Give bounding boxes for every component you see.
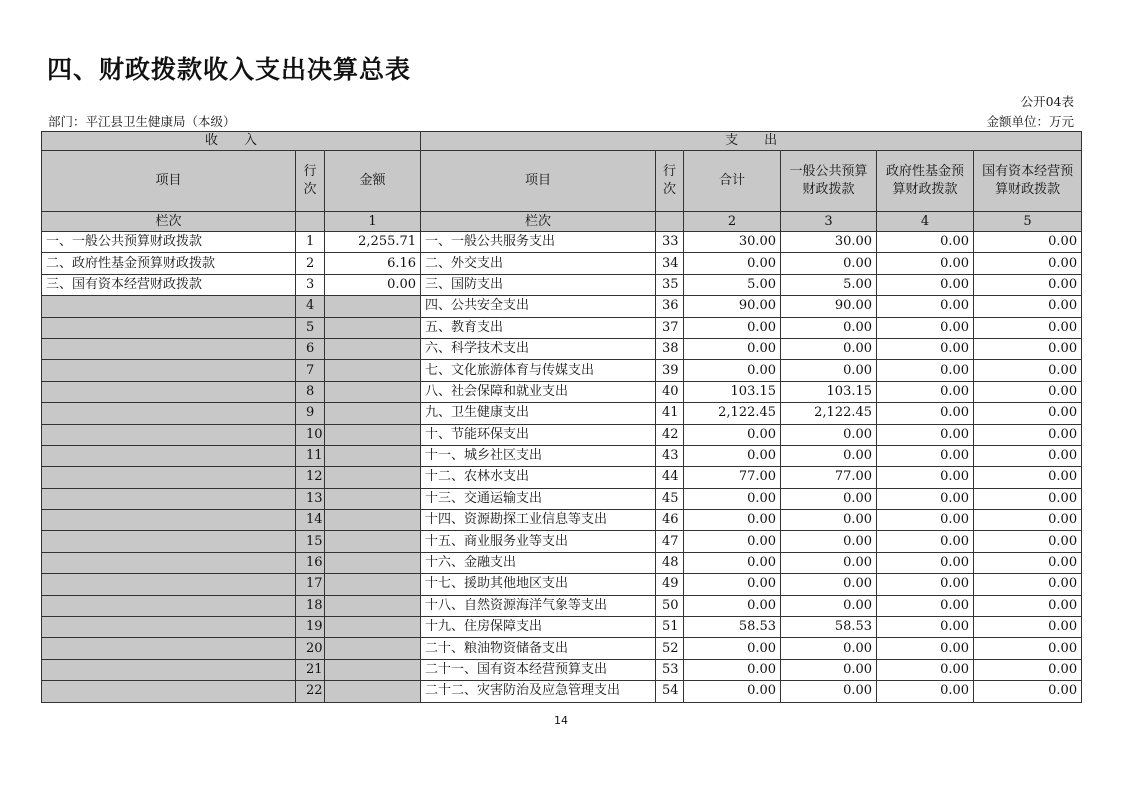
income-amount-cell: [325, 488, 421, 509]
income-amount-cell: [325, 510, 421, 531]
income-row-no-cell: 10: [296, 424, 325, 445]
table-row: [42, 232, 1082, 253]
expense-col-5: 5: [974, 212, 1082, 232]
income-row-no-cell: 5: [296, 317, 325, 338]
income-item-cell: [42, 681, 296, 702]
total-cell: 0.00: [684, 681, 781, 702]
expense-row-no-cell: 39: [656, 360, 684, 381]
fund-budget-cell: 0.00: [877, 510, 974, 531]
expense-col-blank: [656, 212, 684, 232]
state-capital-cell: 0.00: [974, 617, 1082, 638]
expense-item-cell: 七、文化旅游体育与传媒支出: [421, 360, 656, 381]
fund-budget-cell: 0.00: [877, 360, 974, 381]
header-row-column-numbers: [42, 212, 1082, 232]
fund-budget-header: 政府性基金预算财政拨款: [877, 151, 974, 212]
income-amount-cell: [325, 381, 421, 402]
general-budget-cell: 58.53: [781, 617, 877, 638]
header-row-columns: [42, 151, 1082, 212]
expense-row-no-cell: 35: [656, 274, 684, 295]
expense-row-no-cell: 36: [656, 296, 684, 317]
general-budget-cell: 0.00: [781, 488, 877, 509]
fund-budget-cell: 0.00: [877, 296, 974, 317]
table-row: [42, 617, 1082, 638]
expense-col-label: 栏次: [421, 212, 656, 232]
income-item-header: 项目: [42, 151, 296, 212]
total-cell: 0.00: [684, 552, 781, 573]
total-cell: 103.15: [684, 381, 781, 402]
fund-budget-cell: 0.00: [877, 681, 974, 702]
expense-item-cell: 十、节能环保支出: [421, 424, 656, 445]
fund-budget-cell: 0.00: [877, 317, 974, 338]
final-accounts-table: [41, 131, 1082, 703]
total-cell: 0.00: [684, 574, 781, 595]
general-budget-cell: 0.00: [781, 531, 877, 552]
income-item-cell: [42, 381, 296, 402]
table-row: [42, 681, 1082, 702]
general-budget-cell: 0.00: [781, 338, 877, 359]
expense-row-no-cell: 33: [656, 232, 684, 253]
income-row-no-cell: 20: [296, 638, 325, 659]
total-cell: 0.00: [684, 531, 781, 552]
state-capital-cell: 0.00: [974, 445, 1082, 466]
total-header: 合计: [684, 151, 781, 212]
fund-budget-cell: 0.00: [877, 638, 974, 659]
state-capital-cell: 0.00: [974, 338, 1082, 359]
state-capital-header: 国有资本经营预算财政拨款: [974, 151, 1082, 212]
total-cell: 0.00: [684, 659, 781, 680]
expense-item-cell: 十一、城乡社区支出: [421, 445, 656, 466]
income-amount-cell: [325, 317, 421, 338]
income-amount-cell: [325, 296, 421, 317]
general-budget-cell: 90.00: [781, 296, 877, 317]
total-cell: 0.00: [684, 317, 781, 338]
income-item-cell: [42, 638, 296, 659]
income-row-no-cell: 21: [296, 659, 325, 680]
expense-row-no-cell: 41: [656, 403, 684, 424]
income-row-no-cell: 14: [296, 510, 325, 531]
expense-row-no-cell: 45: [656, 488, 684, 509]
total-cell: 2,122.45: [684, 403, 781, 424]
general-budget-cell: 0.00: [781, 317, 877, 338]
income-row-no-cell: 11: [296, 445, 325, 466]
unit-label: 金额单位：万元: [986, 114, 1074, 129]
state-capital-cell: 0.00: [974, 381, 1082, 402]
page-title: 四、财政拨款收入支出决算总表: [47, 55, 412, 84]
income-row-no-header: 行次: [296, 151, 325, 212]
income-amount-cell: [325, 659, 421, 680]
general-budget-cell: 0.00: [781, 253, 877, 274]
expense-row-no-cell: 42: [656, 424, 684, 445]
state-capital-cell: 0.00: [974, 274, 1082, 295]
state-capital-cell: 0.00: [974, 317, 1082, 338]
expense-group-header: 支 出: [421, 132, 1082, 151]
income-row-no-cell: 1: [296, 232, 325, 253]
fund-budget-cell: 0.00: [877, 531, 974, 552]
income-col-label: 栏次: [42, 212, 296, 232]
income-amount-cell: 2,255.71: [325, 232, 421, 253]
total-cell: 90.00: [684, 296, 781, 317]
total-cell: 58.53: [684, 617, 781, 638]
income-row-no-cell: 22: [296, 681, 325, 702]
income-item-cell: [42, 659, 296, 680]
general-budget-cell: 0.00: [781, 360, 877, 381]
table-row: [42, 253, 1082, 274]
income-row-no-cell: 13: [296, 488, 325, 509]
income-row-no-cell: 2: [296, 253, 325, 274]
general-budget-cell: 0.00: [781, 445, 877, 466]
expense-col-3: 3: [781, 212, 877, 232]
income-amount-cell: [325, 424, 421, 445]
expense-row-no-cell: 53: [656, 659, 684, 680]
expense-row-no-cell: 43: [656, 445, 684, 466]
fund-budget-cell: 0.00: [877, 232, 974, 253]
department-label: 部门：平江县卫生健康局（本级）: [48, 114, 236, 129]
expense-item-cell: 二、外交支出: [421, 253, 656, 274]
general-budget-cell: 5.00: [781, 274, 877, 295]
general-budget-cell: 0.00: [781, 552, 877, 573]
income-amount-cell: [325, 403, 421, 424]
expense-item-cell: 六、科学技术支出: [421, 338, 656, 359]
expense-item-cell: 一、一般公共服务支出: [421, 232, 656, 253]
expense-item-cell: 十四、资源勘探工业信息等支出: [421, 510, 656, 531]
expense-item-header: 项目: [421, 151, 656, 212]
expense-row-no-cell: 40: [656, 381, 684, 402]
table-row: [42, 317, 1082, 338]
income-item-cell: [42, 317, 296, 338]
expense-item-cell: 三、国防支出: [421, 274, 656, 295]
income-item-cell: [42, 552, 296, 573]
fund-budget-cell: 0.00: [877, 338, 974, 359]
income-amount-cell: [325, 617, 421, 638]
table-row: [42, 595, 1082, 616]
header-row-group: [42, 132, 1082, 151]
state-capital-cell: 0.00: [974, 510, 1082, 531]
total-cell: 0.00: [684, 338, 781, 359]
table-row: [42, 360, 1082, 381]
expense-item-cell: 十二、农林水支出: [421, 467, 656, 488]
state-capital-cell: 0.00: [974, 467, 1082, 488]
expense-item-cell: 十三、交通运输支出: [421, 488, 656, 509]
income-item-cell: [42, 595, 296, 616]
fund-budget-cell: 0.00: [877, 253, 974, 274]
state-capital-cell: 0.00: [974, 253, 1082, 274]
expense-row-no-cell: 49: [656, 574, 684, 595]
total-cell: 5.00: [684, 274, 781, 295]
table-row: [42, 552, 1082, 573]
expense-item-cell: 十七、援助其他地区支出: [421, 574, 656, 595]
state-capital-cell: 0.00: [974, 574, 1082, 595]
income-amount-cell: [325, 445, 421, 466]
expense-row-no-cell: 54: [656, 681, 684, 702]
table-row: [42, 574, 1082, 595]
state-capital-cell: 0.00: [974, 595, 1082, 616]
income-amount-cell: [325, 338, 421, 359]
income-item-cell: [42, 510, 296, 531]
general-budget-header: 一般公共预算财政拨款: [781, 151, 877, 212]
fund-budget-cell: 0.00: [877, 424, 974, 445]
income-item-cell: [42, 445, 296, 466]
income-item-cell: [42, 617, 296, 638]
income-amount-cell: [325, 595, 421, 616]
general-budget-cell: 0.00: [781, 681, 877, 702]
state-capital-cell: 0.00: [974, 659, 1082, 680]
total-cell: 77.00: [684, 467, 781, 488]
income-amount-cell: [325, 638, 421, 659]
income-group-header: 收 入: [42, 132, 421, 151]
table-row: [42, 403, 1082, 424]
income-amount-cell: [325, 531, 421, 552]
expense-item-cell: 十五、商业服务业等支出: [421, 531, 656, 552]
fund-budget-cell: 0.00: [877, 574, 974, 595]
table-row: [42, 274, 1082, 295]
state-capital-cell: 0.00: [974, 232, 1082, 253]
general-budget-cell: 0.00: [781, 638, 877, 659]
general-budget-cell: 0.00: [781, 424, 877, 445]
income-col-blank: [296, 212, 325, 232]
income-amount-cell: [325, 574, 421, 595]
income-row-no-cell: 19: [296, 617, 325, 638]
income-row-no-cell: 7: [296, 360, 325, 381]
general-budget-cell: 77.00: [781, 467, 877, 488]
income-item-cell: 二、政府性基金预算财政拨款: [42, 253, 296, 274]
expense-row-no-cell: 37: [656, 317, 684, 338]
table-row: [42, 488, 1082, 509]
income-row-no-cell: 8: [296, 381, 325, 402]
state-capital-cell: 0.00: [974, 531, 1082, 552]
state-capital-cell: 0.00: [974, 638, 1082, 659]
expense-item-cell: 五、教育支出: [421, 317, 656, 338]
income-row-no-cell: 16: [296, 552, 325, 573]
income-item-cell: 一、一般公共预算财政拨款: [42, 232, 296, 253]
fund-budget-cell: 0.00: [877, 659, 974, 680]
income-row-no-cell: 9: [296, 403, 325, 424]
expense-row-no-cell: 44: [656, 467, 684, 488]
income-amount-cell: 6.16: [325, 253, 421, 274]
income-col-1: 1: [325, 212, 421, 232]
income-item-cell: [42, 488, 296, 509]
expense-item-cell: 二十一、国有资本经营预算支出: [421, 659, 656, 680]
fund-budget-cell: 0.00: [877, 552, 974, 573]
expense-item-cell: 十八、自然资源海洋气象等支出: [421, 595, 656, 616]
page-number: 14: [554, 714, 568, 727]
income-row-no-cell: 3: [296, 274, 325, 295]
total-cell: 30.00: [684, 232, 781, 253]
total-cell: 0.00: [684, 253, 781, 274]
income-row-no-cell: 15: [296, 531, 325, 552]
table-row: [42, 659, 1082, 680]
total-cell: 0.00: [684, 488, 781, 509]
expense-row-no-cell: 51: [656, 617, 684, 638]
expense-item-cell: 二十二、灾害防治及应急管理支出: [421, 681, 656, 702]
form-number: 公开04表: [1020, 94, 1074, 109]
state-capital-cell: 0.00: [974, 296, 1082, 317]
state-capital-cell: 0.00: [974, 552, 1082, 573]
income-item-cell: [42, 574, 296, 595]
fund-budget-cell: 0.00: [877, 617, 974, 638]
income-amount-cell: [325, 552, 421, 573]
general-budget-cell: 0.00: [781, 595, 877, 616]
expense-row-no-cell: 52: [656, 638, 684, 659]
expense-row-no-cell: 47: [656, 531, 684, 552]
general-budget-cell: 103.15: [781, 381, 877, 402]
expense-row-no-cell: 48: [656, 552, 684, 573]
income-amount-cell: [325, 360, 421, 381]
income-item-cell: [42, 296, 296, 317]
expense-row-no-cell: 50: [656, 595, 684, 616]
general-budget-cell: 30.00: [781, 232, 877, 253]
expense-row-no-cell: 46: [656, 510, 684, 531]
total-cell: 0.00: [684, 360, 781, 381]
total-cell: 0.00: [684, 424, 781, 445]
table-row: [42, 638, 1082, 659]
fund-budget-cell: 0.00: [877, 488, 974, 509]
general-budget-cell: 0.00: [781, 510, 877, 531]
income-item-cell: [42, 360, 296, 381]
income-amount-cell: [325, 467, 421, 488]
fund-budget-cell: 0.00: [877, 274, 974, 295]
income-item-cell: [42, 403, 296, 424]
state-capital-cell: 0.00: [974, 424, 1082, 445]
fund-budget-cell: 0.00: [877, 595, 974, 616]
total-cell: 0.00: [684, 595, 781, 616]
expense-item-cell: 十九、住房保障支出: [421, 617, 656, 638]
table-row: [42, 467, 1082, 488]
table-row: [42, 445, 1082, 466]
state-capital-cell: 0.00: [974, 681, 1082, 702]
expense-item-cell: 八、社会保障和就业支出: [421, 381, 656, 402]
income-row-no-cell: 18: [296, 595, 325, 616]
expense-col-4: 4: [877, 212, 974, 232]
table-row: [42, 424, 1082, 445]
expense-col-2: 2: [684, 212, 781, 232]
total-cell: 0.00: [684, 445, 781, 466]
expense-row-no-cell: 38: [656, 338, 684, 359]
expense-row-no-cell: 34: [656, 253, 684, 274]
state-capital-cell: 0.00: [974, 360, 1082, 381]
general-budget-cell: 0.00: [781, 574, 877, 595]
general-budget-cell: 2,122.45: [781, 403, 877, 424]
table-row: [42, 338, 1082, 359]
expense-item-cell: 九、卫生健康支出: [421, 403, 656, 424]
income-amount-cell: 0.00: [325, 274, 421, 295]
table-row: [42, 531, 1082, 552]
total-cell: 0.00: [684, 510, 781, 531]
fund-budget-cell: 0.00: [877, 381, 974, 402]
fund-budget-cell: 0.00: [877, 403, 974, 424]
expense-item-cell: 四、公共安全支出: [421, 296, 656, 317]
table-row: [42, 510, 1082, 531]
expense-item-cell: 十六、金融支出: [421, 552, 656, 573]
fund-budget-cell: 0.00: [877, 467, 974, 488]
income-item-cell: [42, 467, 296, 488]
income-amount-header: 金额: [325, 151, 421, 212]
income-row-no-cell: 4: [296, 296, 325, 317]
income-row-no-cell: 6: [296, 338, 325, 359]
income-item-cell: [42, 424, 296, 445]
income-row-no-cell: 17: [296, 574, 325, 595]
income-row-no-cell: 12: [296, 467, 325, 488]
income-amount-cell: [325, 681, 421, 702]
income-item-cell: [42, 338, 296, 359]
state-capital-cell: 0.00: [974, 488, 1082, 509]
expense-row-no-header: 行次: [656, 151, 684, 212]
expense-item-cell: 二十、粮油物资储备支出: [421, 638, 656, 659]
table-row: [42, 296, 1082, 317]
income-item-cell: [42, 531, 296, 552]
income-item-cell: 三、国有资本经营财政拨款: [42, 274, 296, 295]
fund-budget-cell: 0.00: [877, 445, 974, 466]
general-budget-cell: 0.00: [781, 659, 877, 680]
total-cell: 0.00: [684, 638, 781, 659]
table-row: [42, 381, 1082, 402]
state-capital-cell: 0.00: [974, 403, 1082, 424]
